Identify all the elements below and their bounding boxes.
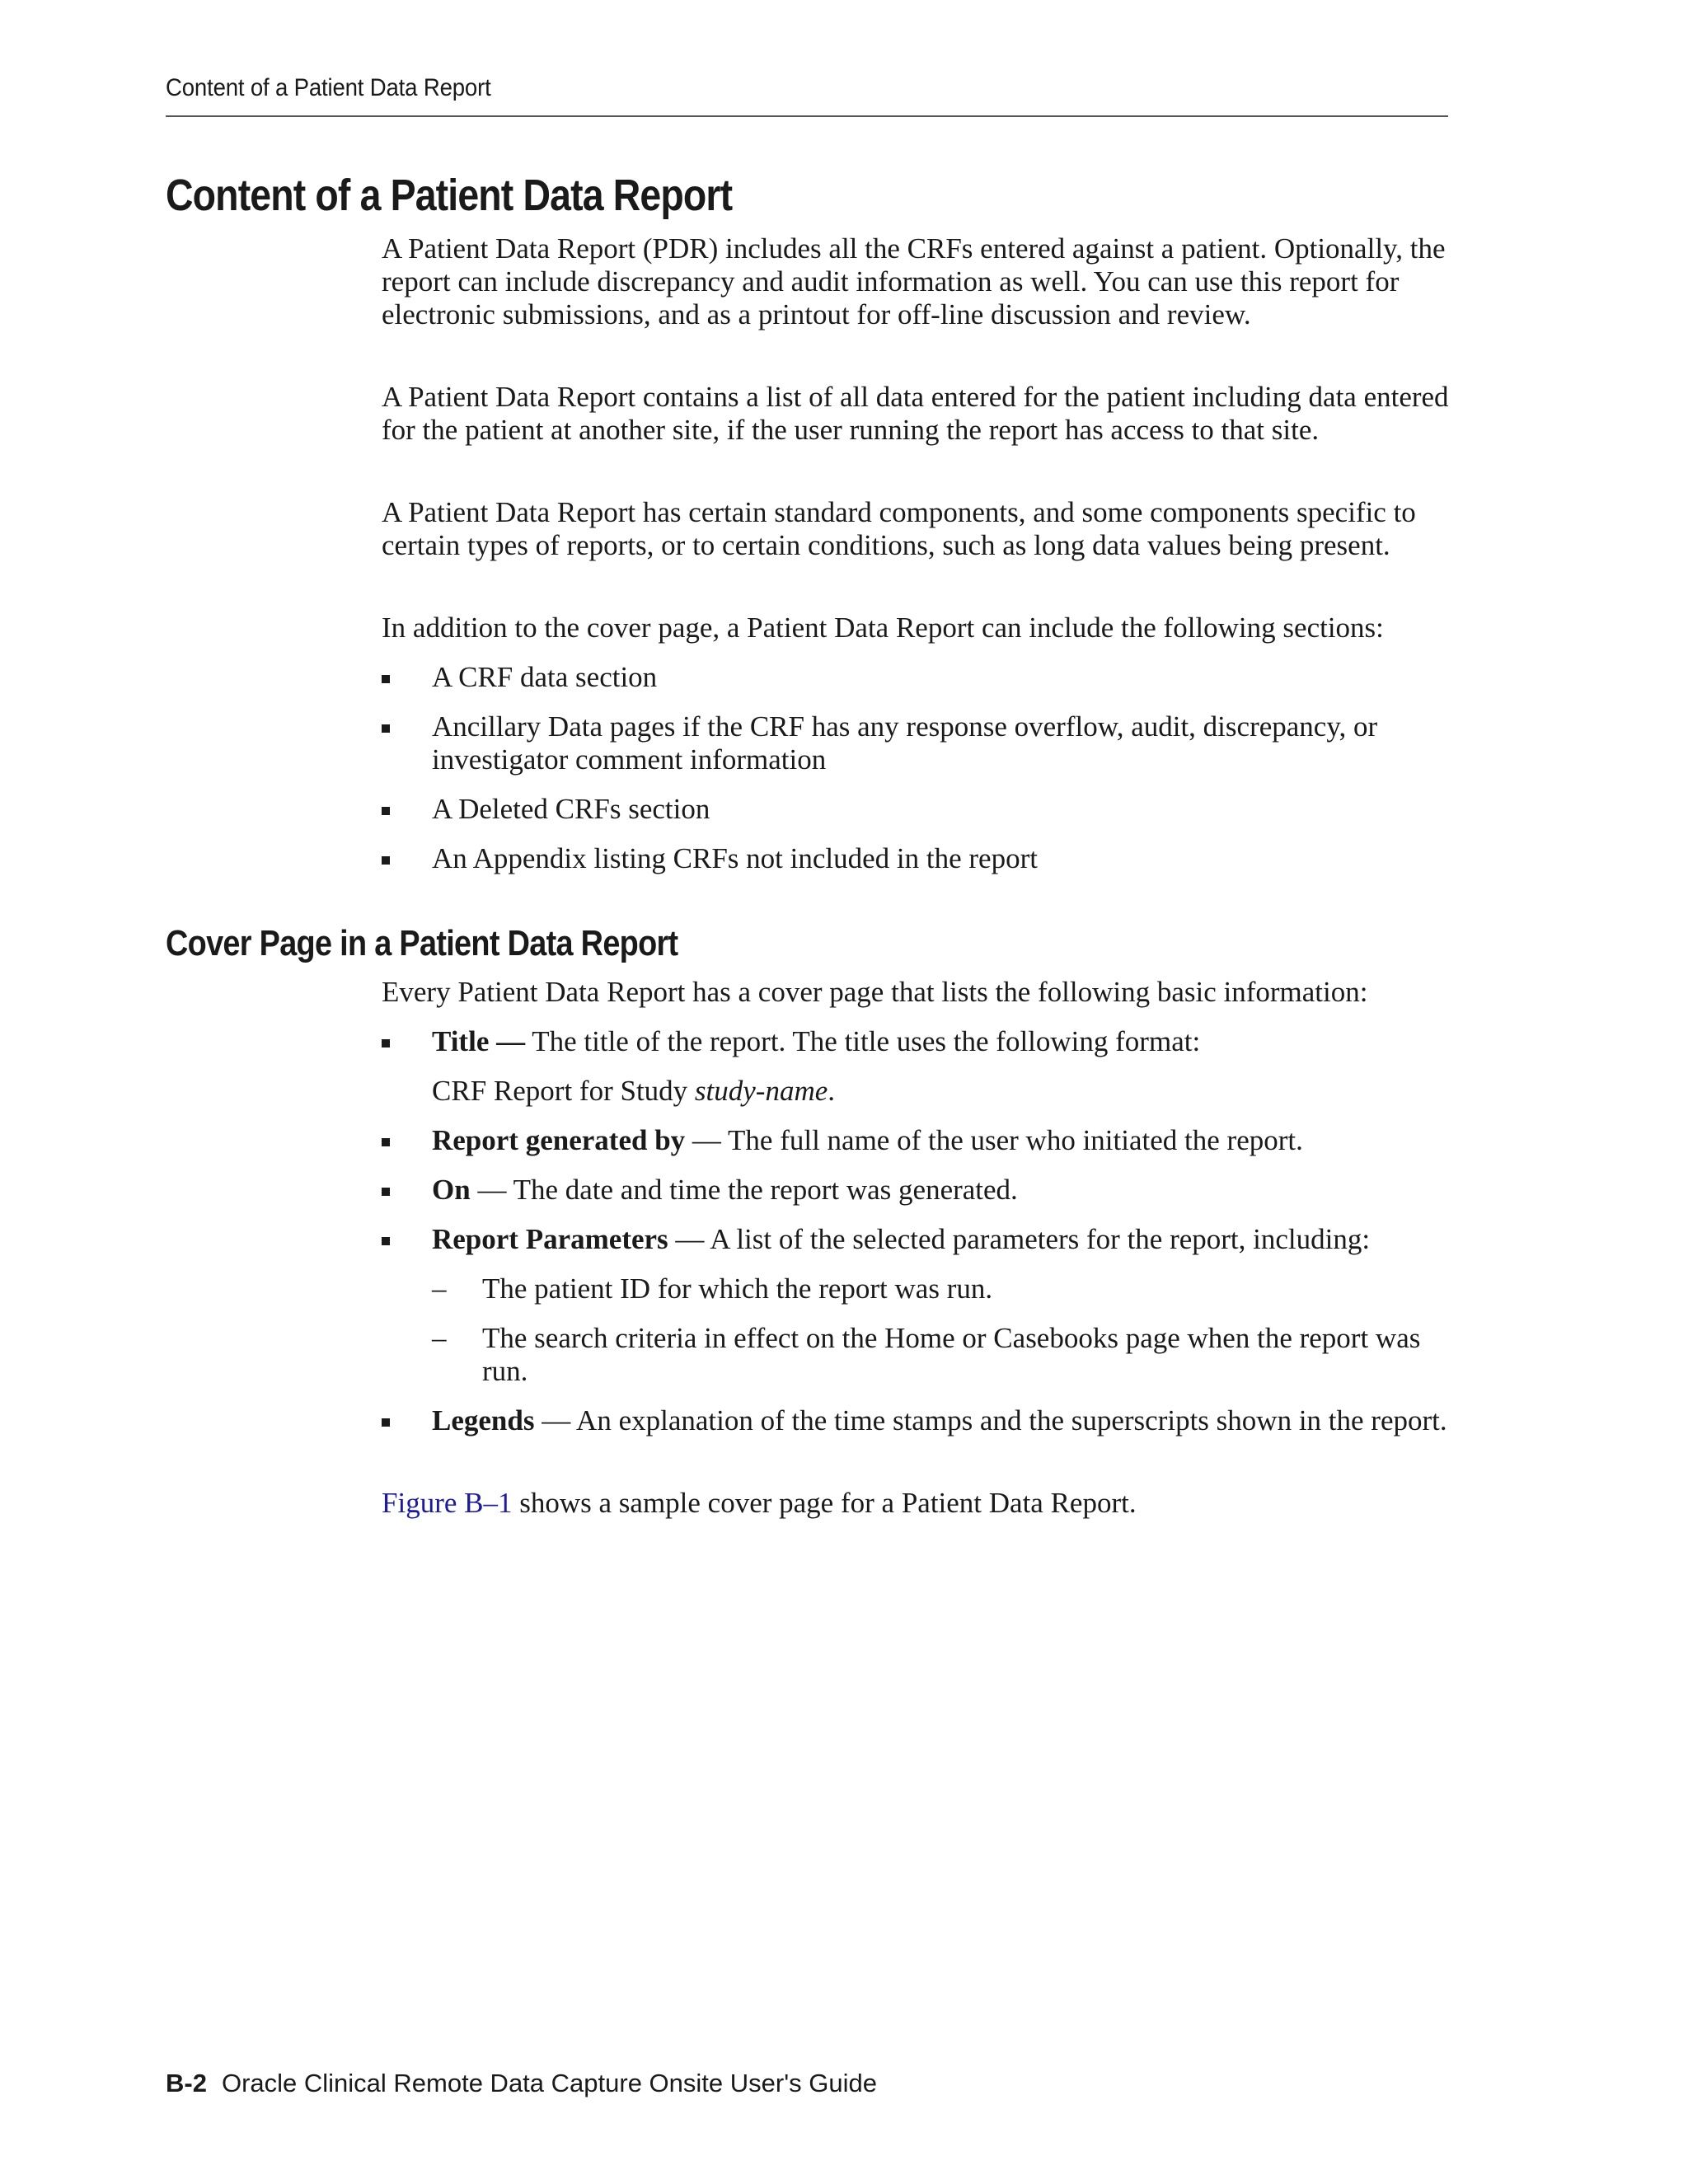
bullet-square-icon: [382, 724, 390, 733]
page-footer: [166, 2069, 877, 2098]
paragraph-pdr-intro: A Patient Data Report (PDR) includes all the CRFs entered against a patient. Optionally, the report can include discrepancy and audit information as well. You can use this report for electronic submissions, and as a printout for off-line discussion and review.: [382, 232, 1446, 330]
bullet-square-icon: [382, 1188, 390, 1196]
paragraph-cover-intro: Every Patient Data Report has a cover page that lists the following basic information:: [382, 976, 1368, 1008]
bullet-square-icon: [382, 1138, 390, 1146]
bullet-square-icon: [382, 1418, 390, 1427]
dash-icon: –: [432, 1322, 447, 1354]
document-page: Content of a Patient Data Report Content of a Patient Data Report A Patient Data Report (PDR) includes all the CRFs entered against a patient. Optionally, the report can include discrepancy and audit information as well. You can use this report for electronic submissions, and as a printout for off-line discussion and review. A Patient Data Report contains a list of all data entered for the patient including data entered for the patient at another site, if the user running the report has access to that site. A Patient Data Report has certain standard components, and some components specific to certain types of reports, or to certain conditions, such as long data values being present. In addition to the cover page, a Patient Data Report can include the following sections: A CRF data section Ancillary Data pages if the CRF has any response overflow, audit, discrepancy, or investigator comment information A Deleted CRFs section An Appendix listing CRFs not included in the report Cover Page in a Patient Data Report Every Patient Data Report has a cover page that lists the following basic information: Title — The title of the report. The title uses the following format: CRF Report for Study study-name. Report generated by — The full name of the user who initiated the report. On — The date and time the report was generated. Report Parameters — A list of the selected parameters for the report, including: – The patient ID for which the report was run. – The search criteria in effect on the Home or Casebooks page when the report was run. Legends — An explanation of the time stamps and the superscripts shown in the report. Figure B–1 shows a sample cover page for a Patient Data Report. B-2 Oracle Clinical Remote Data Capture Onsite User's Guide: [0, 0, 1688, 2184]
header-rule: [166, 115, 1448, 117]
paragraph-pdr-data: A Patient Data Report contains a list of all data entered for the patient including data entered for the patient at another site, if the user running the report has access to that site.: [382, 381, 1449, 446]
paragraph-pdr-sections: In addition to the cover page, a Patient Data Report can include the following sections:: [382, 612, 1384, 644]
title-format: CRF Report for Study study-name.: [432, 1075, 836, 1107]
figure-b1-link[interactable]: Figure B–1: [382, 1487, 513, 1519]
dash-icon: –: [432, 1272, 447, 1305]
book-title: Oracle Clinical Remote Data Capture Onsite User's Guide: [221, 2069, 877, 2097]
bullet-square-icon: [382, 807, 390, 815]
section-heading-content: Content of a Patient Data Report: [166, 171, 733, 220]
bullet-square-icon: [382, 1039, 390, 1047]
section-heading-cover-page: Cover Page in a Patient Data Report: [166, 923, 678, 963]
bullet-square-icon: [382, 1237, 390, 1245]
paragraph-pdr-components: A Patient Data Report has certain standard components, and some components specific to certain types of reports, or to certain conditions, such as long data values being present.: [382, 496, 1416, 561]
page-number: B-2: [166, 2069, 207, 2097]
bullet-square-icon: [382, 856, 390, 865]
running-header: Content of a Patient Data Report: [166, 74, 491, 101]
bullet-square-icon: [382, 675, 390, 683]
paragraph-figure-reference: Figure B–1 shows a sample cover page for a Patient Data Report.: [382, 1487, 1137, 1519]
